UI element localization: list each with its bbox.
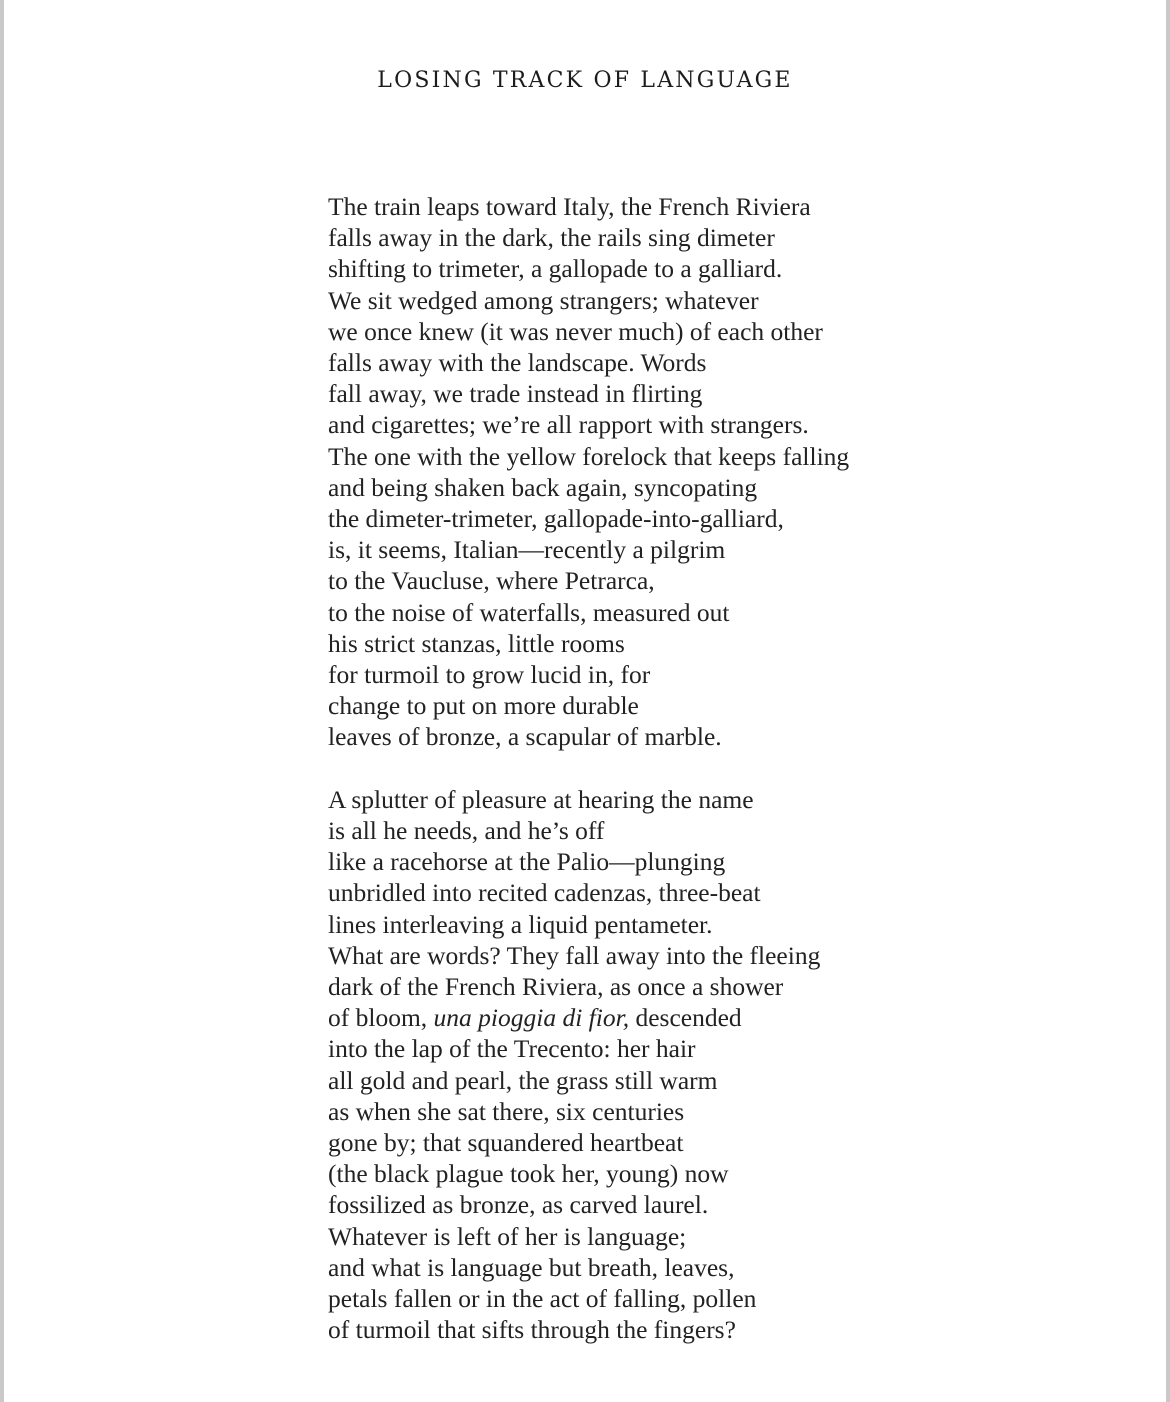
poem-line: fossilized as bronze, as carved laurel. xyxy=(328,1190,709,1220)
poem-line: petals fallen or in the act of falling, pollen xyxy=(328,1284,757,1314)
poem-line: unbridled into recited cadenzas, three-beat xyxy=(328,878,761,908)
poem-line: A splutter of pleasure at hearing the name xyxy=(328,784,754,814)
stanza-1 xyxy=(328,191,849,753)
poem-line: all gold and pearl, the grass still warm xyxy=(328,1065,718,1095)
poem-title: LOSING TRACK OF LANGUAGE xyxy=(377,68,793,93)
poem-line: dark of the French Riviera, as once a shower xyxy=(328,972,784,1002)
poem-line: Whatever is left of her is language; xyxy=(328,1221,687,1251)
poem-line: (the black plague took her, young) now xyxy=(328,1159,729,1189)
poem-line: we once knew (it was never much) of each other xyxy=(328,316,823,346)
italic-phrase: una pioggia di fior, xyxy=(433,1003,630,1033)
poem-line: is, it seems, Italian—recently a pilgrim xyxy=(328,535,726,565)
page xyxy=(4,0,1166,1402)
poem-line: leaves of bronze, a scapular of marble. xyxy=(328,722,722,752)
poem-line: What are words? They fall away into the fleeing xyxy=(328,940,821,970)
poem-line: to the noise of waterfalls, measured out xyxy=(328,597,730,627)
stanza-2 xyxy=(328,784,849,1346)
poem-line: is all he needs, and he’s off xyxy=(328,816,605,846)
poem-line: We sit wedged among strangers; whatever xyxy=(328,285,759,315)
poem-line: to the Vaucluse, where Petrarca, xyxy=(328,566,655,596)
poem-line: for turmoil to grow lucid in, for xyxy=(328,660,651,690)
poem-line: and what is language but breath, leaves, xyxy=(328,1252,735,1282)
line-end: descended xyxy=(629,1003,742,1033)
poem-line: falls away in the dark, the rails sing dimeter xyxy=(328,223,775,253)
poem-body xyxy=(328,191,849,1346)
poem-line: The one with the yellow forelock that keeps falling xyxy=(328,441,850,471)
poem-line: change to put on more durable xyxy=(328,691,639,721)
poem-line: like a racehorse at the Palio—plunging xyxy=(328,847,726,877)
poem-line: falls away with the landscape. Words xyxy=(328,348,707,378)
poem-line: fall away, we trade instead in flirting xyxy=(328,379,703,409)
poem-line: and being shaken back again, syncopating xyxy=(328,472,758,502)
line-start: of bloom, xyxy=(328,1003,434,1033)
poem-line: shifting to trimeter, a gallopade to a galliard. xyxy=(328,254,783,284)
poem-line: his strict stanzas, little rooms xyxy=(328,628,625,658)
poem-line: the dimeter-trimeter, gallopade-into-galliard, xyxy=(328,504,784,534)
poem-line: of turmoil that sifts through the fingers? xyxy=(328,1315,736,1345)
poem-line: The train leaps toward Italy, the French Riviera xyxy=(328,192,811,221)
poem-line: lines interleaving a liquid pentameter. xyxy=(328,909,713,939)
poem-line: as when she sat there, six centuries xyxy=(328,1096,685,1126)
poem-line: into the lap of the Trecento: her hair xyxy=(328,1034,696,1064)
poem-line: and cigarettes; we’re all rapport with strangers. xyxy=(328,410,809,440)
poem-line: gone by; that squandered heartbeat xyxy=(328,1128,684,1158)
poem-line-with-italic xyxy=(328,1002,849,1033)
